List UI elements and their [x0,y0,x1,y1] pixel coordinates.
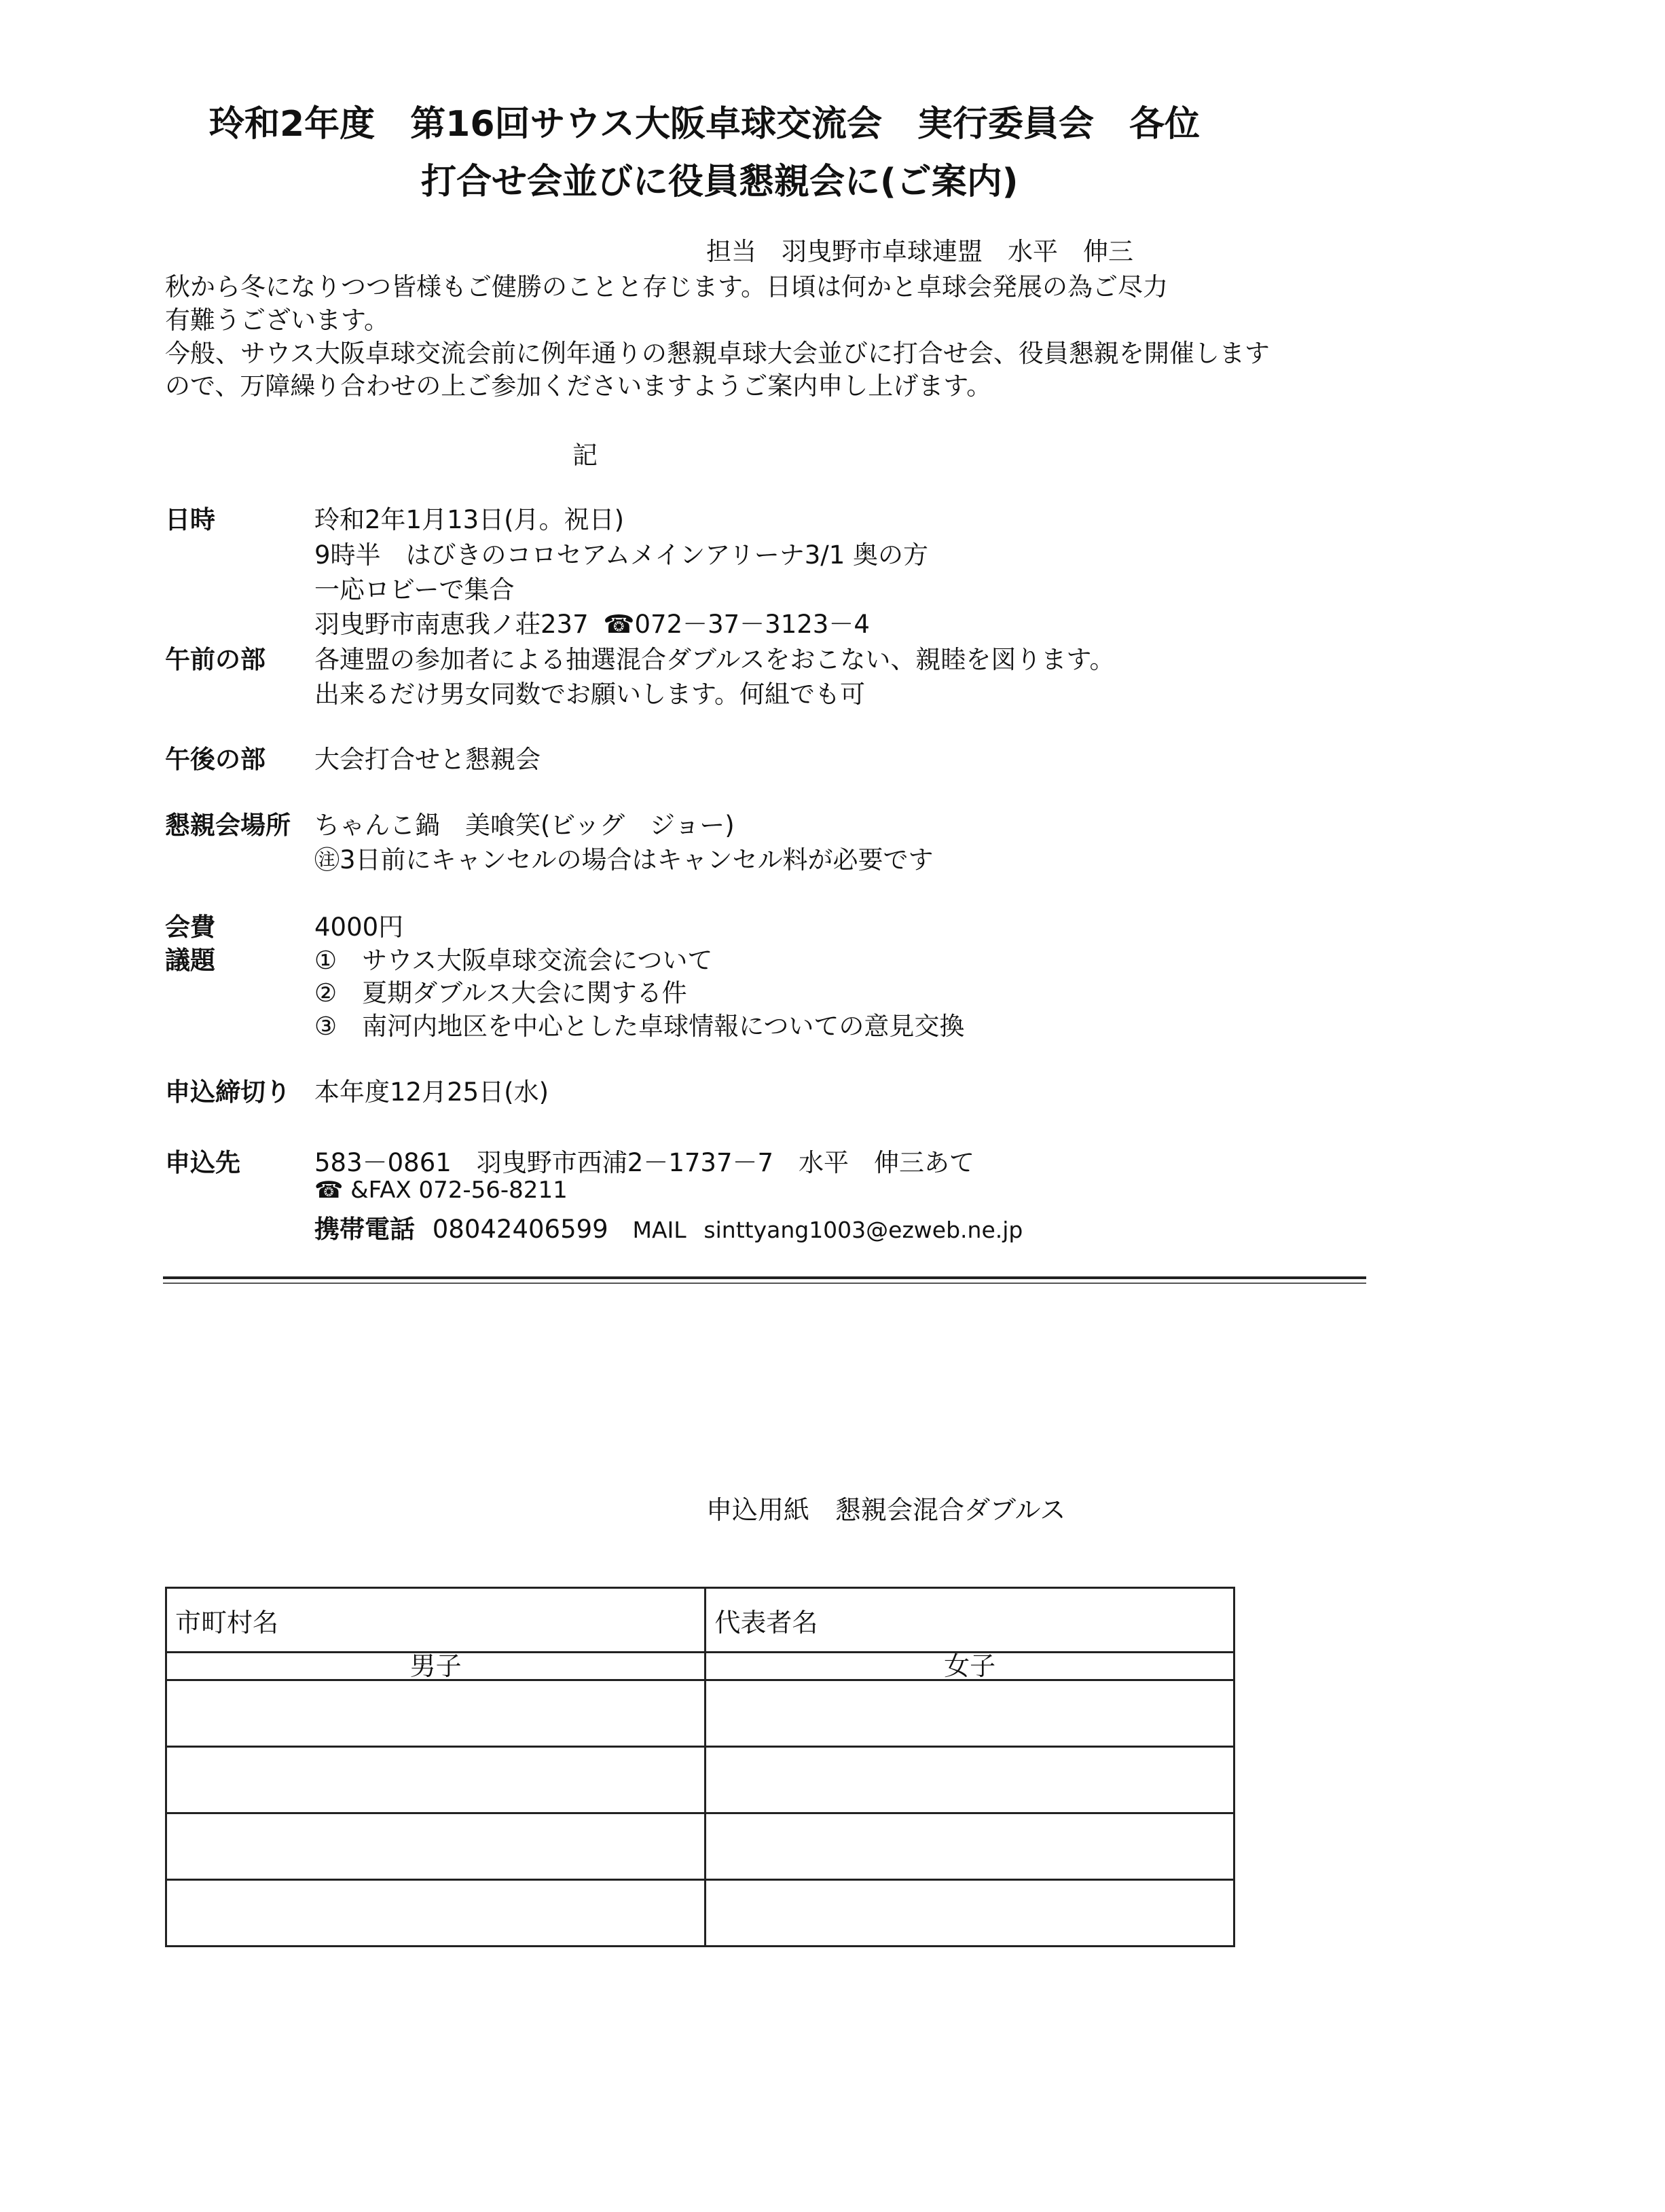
apply-address: 583－0861 羽曳野市西浦2－1737－7 水平 伸三あて [314,1148,975,1177]
agenda-item: ① サウス大阪卓球交流会について [314,946,713,975]
apply-fax: &FAX 072-56-8211 [350,1177,568,1204]
apply-mobile: 08042406599 [432,1215,608,1244]
title-line-1: 玲和2年度 第16回サウス大阪卓球交流会 実行委員会 各位 [209,104,1200,145]
female-entry-cell[interactable] [706,1680,1234,1747]
female-entry-cell[interactable] [706,1747,1234,1813]
table-row [166,1680,1234,1747]
female-header: 女子 [706,1653,1234,1680]
apply-mail-label: MAIL [632,1217,687,1243]
apply-mobile-line [314,1209,1023,1245]
ki-heading: 記 [572,441,598,470]
morning-line-2: 出来るだけ男女同数でお願いします。何組でも可 [314,680,866,709]
intro-line-4: ので、万障繰り合わせの上ご参加くださいますようご案内申し上げます。 [165,371,992,401]
intro-line-2: 有難うございます。 [165,306,390,335]
afternoon-text: 大会打合せと懇親会 [314,745,541,774]
fee-label: 会費 [165,913,215,942]
phone-icon: ☎ [314,1177,344,1204]
representative-cell[interactable] [706,1588,1234,1653]
datetime-address-line [314,604,870,640]
apply-label: 申込先 [165,1148,240,1177]
venue-label: 懇親会場所 [165,811,291,840]
table-row [166,1653,1234,1680]
deadline-label: 申込締切り [165,1077,291,1107]
datetime-label: 日時 [165,505,215,534]
agenda-item: ② 夏期ダブルス大会に関する件 [314,978,687,1008]
deadline-text: 本年度12月25日(水) [314,1077,549,1107]
city-label: 市町村名 [175,1607,279,1638]
form-title: 申込用紙 懇親会混合ダブルス [706,1495,1066,1525]
female-entry-cell[interactable] [706,1880,1234,1947]
fee-text: 4000円 [314,913,404,942]
venue-note: ㊟3日前にキャンセルの場合はキャンセル料が必要です [314,845,934,874]
city-cell[interactable] [166,1588,706,1653]
agenda-label: 議題 [165,946,215,975]
datetime-phone: 072－37－3123－4 [634,610,870,639]
morning-label: 午前の部 [165,645,266,674]
table-row [166,1813,1234,1880]
datetime-meet: 一応ロビーで集合 [314,575,515,604]
apply-mobile-label: 携帯電話 [314,1215,415,1244]
table-row [166,1747,1234,1813]
apply-mail: sinttyang1003@ezweb.ne.jp [703,1217,1023,1243]
application-form-table [165,1587,1235,1947]
male-entry-cell[interactable] [166,1680,706,1747]
intro-line-1: 秋から冬になりつつ皆様もご健勝のことと存じます。日頃は何かと卓球会発展の為ご尽力 [165,272,1169,301]
venue-text: ちゃんこ鍋 美喰笑(ビッグ ジョー) [314,811,735,840]
male-entry-cell[interactable] [166,1813,706,1880]
section-divider [163,1283,1366,1284]
female-entry-cell[interactable] [706,1813,1234,1880]
male-entry-cell[interactable] [166,1747,706,1813]
datetime-date: 玲和2年1月13日(月。祝日) [314,505,625,534]
male-entry-cell[interactable] [166,1880,706,1947]
agenda-item: ③ 南河内地区を中心とした卓球情報についての意見交換 [314,1012,965,1041]
phone-icon: ☎ [603,610,635,639]
apply-fax-line [314,1177,568,1204]
contact-person: 担当 羽曳野市卓球連盟 水平 伸三 [706,237,1133,266]
table-row [166,1880,1234,1947]
intro-line-3: 今般、サウス大阪卓球交流会前に例年通りの懇親卓球大会並びに打合せ会、役員懇親を開催します [165,339,1270,368]
title-line-2: 打合せ会並びに役員懇親会に(ご案内) [421,162,1019,202]
table-row [166,1588,1234,1653]
afternoon-label: 午後の部 [165,745,266,774]
morning-line-1: 各連盟の参加者による抽選混合ダブルスをおこない、親睦を図ります。 [314,645,1115,674]
representative-label: 代表者名 [714,1607,818,1638]
male-header: 男子 [166,1653,706,1680]
section-divider [163,1276,1366,1279]
datetime-time: 9時半 はびきのコロセアムメインアリーナ3/1 奥の方 [314,540,929,570]
datetime-address: 羽曳野市南恵我ノ荘237 [314,610,589,639]
